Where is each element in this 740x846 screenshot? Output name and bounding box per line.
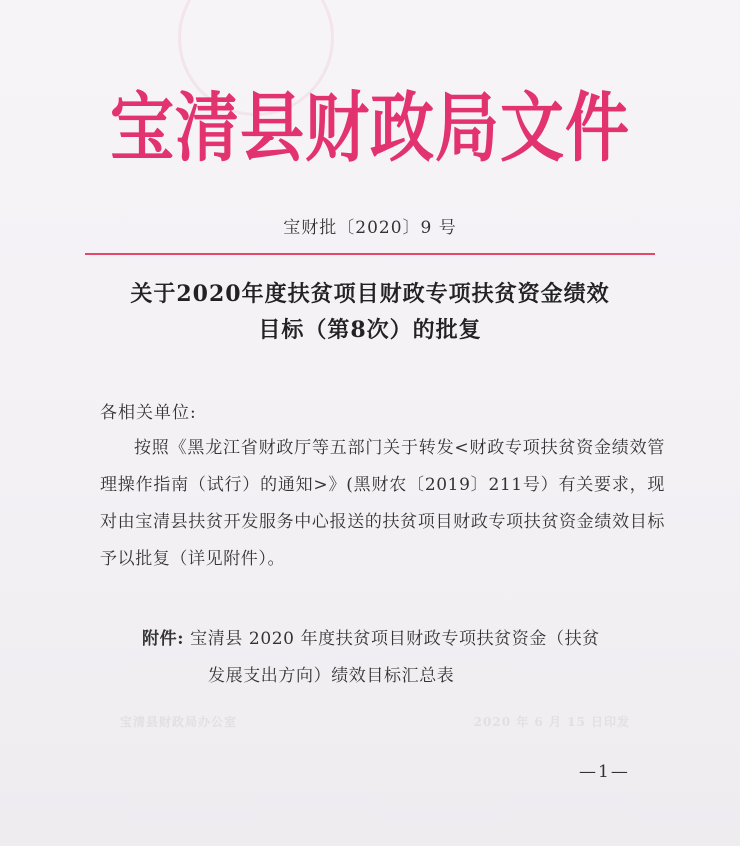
title-line-2: 目标（第8次）的批复 — [258, 317, 482, 343]
title-line-1: 关于2020年度扶贫项目财政专项扶贫资金绩效 — [130, 281, 610, 307]
page-number: —1— — [579, 762, 630, 782]
masthead-title: 宝清县财政局文件 — [110, 84, 630, 174]
show-through-office: 宝清县财政局办公室 — [120, 715, 238, 729]
salutation: 各相关单位: — [100, 403, 197, 423]
attachment-label: 附件: — [142, 629, 185, 649]
document-title — [0, 276, 740, 348]
red-divider-line — [85, 253, 655, 255]
attachment-note — [142, 621, 662, 695]
attachment-line-1: 宝清县 2020 年度扶贫项目财政专项扶贫资金（扶贫 — [190, 629, 600, 649]
body-paragraph: 按照《黑龙江省财政厅等五部门关于转发<财政专项扶贫资金绩效管理操作指南（试行）的通知>》(黑财农〔2019〕211号）有关要求，现对由宝清县扶贫开发服务中心报送的扶贫项目财政专项扶贫资金绩效目标予以批复（详见附件）。 — [100, 438, 665, 569]
attachment-line-2: 发展支出方向）绩效目标汇总表 — [208, 666, 455, 686]
document-number: 宝财批〔2020〕9 号 — [283, 218, 457, 238]
show-through-date: 2020 年 6 月 15 日印发 — [473, 715, 630, 729]
show-through-footer — [120, 713, 630, 730]
